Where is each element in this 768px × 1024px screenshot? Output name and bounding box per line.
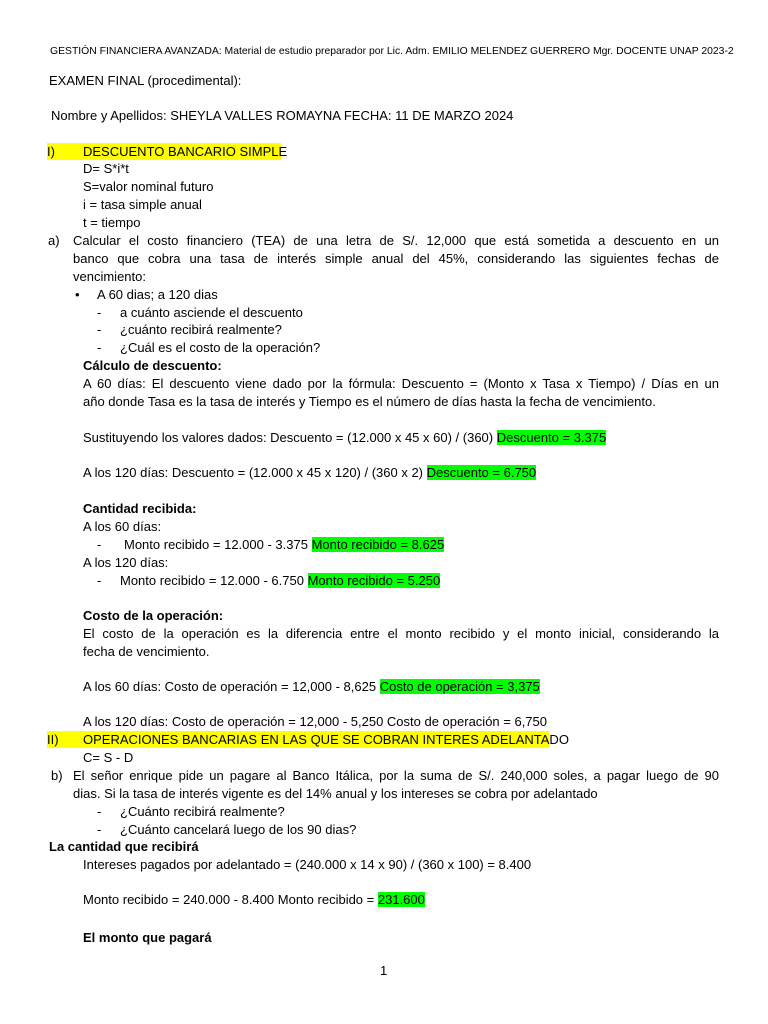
section-1-title: DESCUENTO BANCARIO SIMPLE	[83, 144, 288, 159]
recibira-heading: La cantidad que recibirá	[49, 839, 199, 854]
cantidad-60-label: A los 60 días:	[83, 519, 162, 534]
descuento-60-formula: Sustituyendo los valores dados: Descuento = (12.000 x 45 x 60) / (360)	[83, 430, 494, 445]
problem-a-sub-1: a cuánto asciende el descuento	[120, 305, 303, 320]
problem-a-sub-2: ¿cuánto recibirá realmente?	[120, 322, 282, 337]
pagara-heading: El monto que pagará	[83, 930, 212, 945]
dash-icon: -	[97, 305, 102, 320]
section-2-title: OPERACIONES BANCARIAS EN LAS QUE SE COBRAN INTERES ADELANTADO	[83, 732, 569, 747]
cantidad-120-line	[120, 572, 440, 589]
formula-1: D= S*i*t	[83, 161, 129, 176]
dash-icon: -	[97, 537, 102, 552]
page-header: GESTIÓN FINANCIERA AVANZADA: Material de estudio preparador por Lic. Adm. EMILIO MELENDEZ GUERRERO Mgr. DOCENTE UNAP 2023-2	[50, 46, 734, 57]
problem-a-bullet: A 60 dias; a 120 dias	[97, 287, 218, 302]
descuento-120-result: Descuento = 6.750	[426, 465, 537, 480]
problem-a-marker: a)	[48, 233, 60, 248]
costo-heading: Costo de la operación:	[83, 608, 224, 623]
bullet-icon: •	[75, 287, 80, 302]
problem-a-sub-3: ¿Cuál es el costo de la operación?	[120, 340, 321, 355]
student-line: Nombre y Apellidos: SHEYLA VALLES ROMAYNA FECHA: 11 DE MARZO 2024	[51, 108, 514, 123]
costo-line-1: El costo de la operación es la diferencia entre el monto recibido y el monto inicial, considerando la	[83, 626, 719, 641]
descuento-60-result: Descuento = 3.375	[496, 430, 607, 445]
cantidad-120-formula: Monto recibido = 12.000 - 6.750	[120, 573, 304, 588]
problem-b-sub-1: ¿Cuánto recibirá realmente?	[120, 804, 285, 819]
cantidad-heading: Cantidad recibida:	[83, 501, 197, 516]
cantidad-120-label: A los 120 días:	[83, 555, 169, 570]
problem-b-line-2: dias. Si la tasa de interés vigente es del 14% anual y los intereses se cobra por adelantado	[73, 786, 598, 801]
dash-icon: -	[97, 822, 102, 837]
problem-b-marker: b)	[51, 768, 63, 783]
problem-b-line-1: El señor enrique pide un pagare al Banco Itálica, por la suma de S/. 240,000 soles, a pagar luego de 90	[73, 768, 719, 783]
costo-60-line	[83, 678, 540, 695]
descuento-60-line	[83, 429, 606, 446]
cantidad-60-formula: Monto recibido = 12.000 - 3.375	[124, 537, 308, 552]
problem-b-sub-2: ¿Cuánto cancelará luego de los 90 dias?	[120, 822, 357, 837]
dash-icon: -	[97, 322, 102, 337]
cantidad-120-result: Monto recibido = 5.250	[307, 573, 441, 588]
intereses-line: Intereses pagados por adelantado = (240.000 x 14 x 90) / (360 x 100) = 8.400	[83, 857, 532, 872]
page-number: 1	[380, 963, 388, 978]
section-2-marker: II)	[47, 732, 59, 747]
descuento-120-formula: A los 120 días: Descuento = (12.000 x 45 x 120) / (360 x 2)	[83, 465, 424, 480]
costo-line-2: fecha de vencimiento.	[83, 644, 210, 659]
section-2-heading	[47, 731, 569, 748]
costo-60-formula: A los 60 días: Costo de operación = 12,000 - 8,625	[83, 679, 377, 694]
section-1-heading	[47, 143, 288, 160]
cantidad-60-line	[124, 536, 444, 553]
costo-120-line: A los 120 días: Costo de operación = 12,000 - 5,250 Costo de operación = 6,750	[83, 714, 547, 729]
dash-icon: -	[97, 573, 102, 588]
costo-60-result: Costo de operación = 3,375	[379, 679, 540, 694]
calc-descuento-line-2: año donde Tasa es la tasa de interés y Tiempo es el número de días hasta la fecha de vencimiento.	[83, 394, 656, 409]
problem-a-line-1: Calcular el costo financiero (TEA) de una letra de S/. 12,000 que está sometida a descuento en un	[73, 233, 719, 248]
monto-recibido-line	[83, 891, 425, 908]
section-1-marker: I)	[47, 144, 55, 159]
definition-i: i = tasa simple anual	[83, 197, 202, 212]
dash-icon: -	[97, 340, 102, 355]
monto-recibido-result: 231.600	[377, 892, 425, 907]
problem-a-line-3: vencimiento:	[73, 269, 146, 284]
exam-title: EXAMEN FINAL (procedimental):	[49, 73, 242, 88]
cantidad-60-result: Monto recibido = 8.625	[311, 537, 445, 552]
definition-t: t = tiempo	[83, 215, 141, 230]
definition-s: S=valor nominal futuro	[83, 179, 214, 194]
monto-recibido-formula: Monto recibido = 240.000 - 8.400 Monto recibido =	[83, 892, 375, 907]
descuento-120-line	[83, 464, 536, 481]
dash-icon: -	[97, 804, 102, 819]
calc-descuento-line-1: A 60 días: El descuento viene dado por la fórmula: Descuento = (Monto x Tasa x Tiempo) / Días en un	[83, 376, 719, 391]
calc-descuento-heading: Cálculo de descuento:	[83, 358, 222, 373]
problem-a-line-2: banco que cobra una tasa de interés simple anual del 45%, considerando las siguientes fechas de	[73, 251, 719, 266]
formula-2: C= S - D	[83, 750, 134, 765]
